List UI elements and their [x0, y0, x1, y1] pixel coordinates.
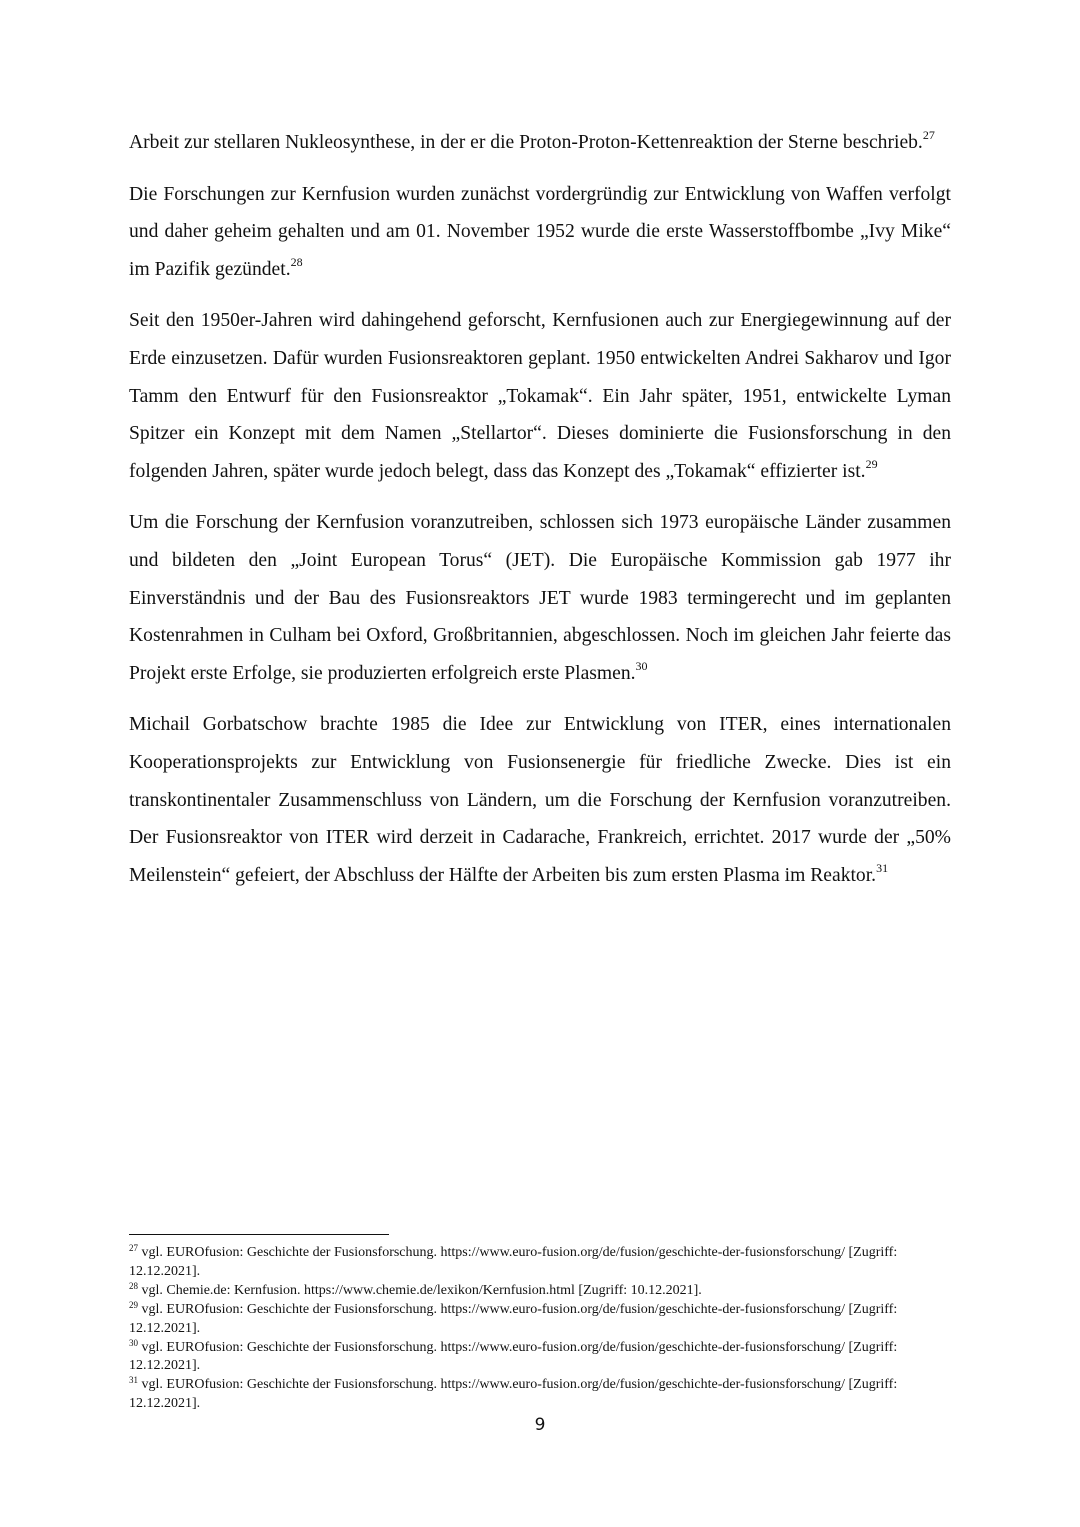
- paragraph-text: Michail Gorbatschow brachte 1985 die Idee zur Entwicklung von ITER, eines internationalen Kooperationsprojekts zur Entwicklung von Fusionsenergie für friedliche Zwecke. Dies ist ein transkontinentaler Zusammenschluss von Ländern, um die Forschung der Kernfusion voranzutreiben. Der Fusionsreaktor von ITER wird derzeit in Cadarache, Frankreich, errichtet. 2017 wurde der „50% Meilenstein“ gefeiert, der Abschluss der Hälfte der Arbeiten bis zum ersten Plasma im Reaktor.: [129, 714, 951, 886]
- footnote-text: vgl. Chemie.de: Kernfusion. https://www.chemie.de/lexikon/Kernfusion.html [Zugriff: 10.12.2021].: [141, 1282, 702, 1298]
- footnote: [129, 1244, 909, 1282]
- footnote-separator: [129, 1234, 389, 1235]
- paragraph-stellar-nucleosynthesis: [129, 124, 951, 162]
- paragraph-iter: [129, 706, 951, 894]
- footnote-text: vgl. EUROfusion: Geschichte der Fusionsforschung. https://www.euro-fusion.org/de/fusion/geschichte-der-fusionsforschung/ [Zugriff: 12.12.2021].: [129, 1245, 898, 1279]
- footnote-number: 27: [129, 1243, 138, 1253]
- paragraph-text: Die Forschungen zur Kernfusion wurden zunächst vordergründig zur Entwicklung von Waffen verfolgt und daher geheim gehalten und am 01. November 1952 wurde die erste Wasserstoffbombe „Ivy Mike“ im Pazifik gezündet.: [129, 183, 951, 280]
- paragraph-text: Arbeit zur stellaren Nukleosynthese, in der er die Proton-Proton-Kettenreaktion der Sterne beschrieb.: [129, 132, 923, 153]
- paragraph-fusion-reactors: [129, 302, 951, 490]
- footnote-number: 30: [129, 1337, 138, 1348]
- paragraph-weapons-research: [129, 176, 951, 289]
- footnote-text: vgl. EUROfusion: Geschichte der Fusionsforschung. https://www.euro-fusion.org/de/fusion/geschichte-der-fusionsforschung/ [Zugriff: 12.12.2021].: [129, 1301, 898, 1336]
- footnote-reference: 27: [922, 128, 935, 142]
- footnote-reference: 31: [876, 860, 889, 875]
- footnote-reference: 28: [290, 254, 303, 269]
- footnote-number: 28: [129, 1280, 138, 1291]
- footnote: [129, 1339, 909, 1377]
- footnote-number: 31: [129, 1375, 138, 1386]
- footnote-reference: 29: [865, 456, 878, 471]
- footnote: [129, 1282, 909, 1301]
- footnote: [129, 1376, 909, 1414]
- page-number: 9: [534, 1415, 546, 1435]
- footnote: [129, 1301, 909, 1339]
- footnote-text: vgl. EUROfusion: Geschichte der Fusionsforschung. https://www.euro-fusion.org/de/fusion/geschichte-der-fusionsforschung/ [Zugriff: 12.12.2021].: [129, 1377, 898, 1412]
- paragraph-text: Um die Forschung der Kernfusion voranzutreiben, schlossen sich 1973 europäische Länder zusammen und bildeten den „Joint European Torus“ (JET). Die Europäische Kommission gab 1977 ihr Einverständnis und der Bau des Fusionsreaktors JET wurde 1983 termingerecht und im geplanten Kostenrahmen in Culham bei Oxford, Großbritannien, abgeschlossen. Noch im gleichen Jahr feierte das Projekt erste Erfolge, sie produzierten erfolgreich erste Plasmen.: [129, 512, 951, 684]
- footnote-number: 29: [129, 1299, 138, 1310]
- paragraph-jet: [129, 504, 951, 692]
- body-text: [129, 124, 951, 908]
- footnotes: [129, 1244, 909, 1414]
- footnote-reference: 30: [635, 658, 648, 673]
- paragraph-text: Seit den 1950er-Jahren wird dahingehend geforscht, Kernfusionen auch zur Energiegewinnung auf der Erde einzusetzen. Dafür wurden Fusionsreaktoren geplant. 1950 entwickelten Andrei Sakharov und Igor Tamm den Entwurf für den Fusionsreaktor „Tokamak“. Ein Jahr später, 1951, entwickelte Lyman Spitzer ein Konzept mit dem Namen „Stellartor“. Dieses dominierte die Fusionsforschung in den folgenden Jahren, später wurde jedoch belegt, dass das Konzept des „Tokamak“ effizierter ist.: [129, 310, 951, 482]
- footnote-text: vgl. EUROfusion: Geschichte der Fusionsforschung. https://www.euro-fusion.org/de/fusion/geschichte-der-fusionsforschung/ [Zugriff: 12.12.2021].: [129, 1339, 898, 1374]
